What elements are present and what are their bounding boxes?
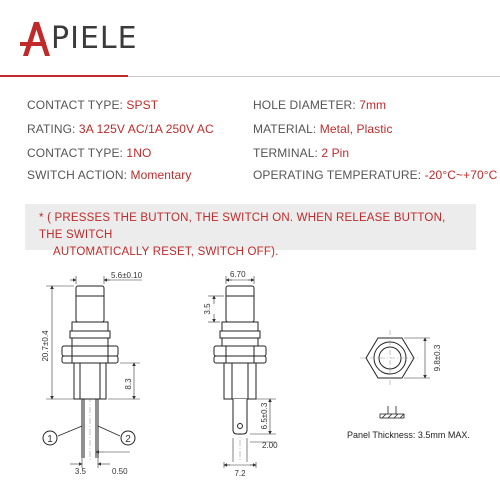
dim-foot: 2.00 <box>262 441 278 450</box>
brand-logo-mark-icon <box>20 22 50 56</box>
spec-item <box>253 98 386 112</box>
dim-terminal: 6.5±0.3 <box>260 402 269 430</box>
spec-item <box>27 98 158 112</box>
operation-note <box>25 204 476 258</box>
note-line: * ( PRESSES THE BUTTON, THE SWITCH ON. WHEN RELEASE BUTTON, THE SWITCH <box>39 212 446 241</box>
side-view <box>214 286 266 462</box>
dim-nut-size: 9.8±0.3 <box>433 344 442 372</box>
technical-drawing-svg <box>0 262 500 489</box>
header-rule-accent <box>0 75 128 77</box>
dim-pin-width: 0.50 <box>112 467 128 476</box>
dim-height: 20.7±0.4 <box>41 330 50 362</box>
pin2-label: 2 <box>125 434 131 445</box>
spec-label: CONTACT TYPE: <box>27 146 123 160</box>
spec-value: 2 Pin <box>321 146 350 160</box>
spec-value: 3A 125V AC/1A 250V AC <box>78 122 214 136</box>
nut-view <box>360 330 420 386</box>
technical-drawing <box>0 262 500 489</box>
spec-item <box>253 146 349 160</box>
spec-label: TERMINAL: <box>253 146 318 160</box>
dim-width: 7.2 <box>234 469 246 478</box>
spec-value: 1NO <box>126 146 152 160</box>
spec-value: SPST <box>126 98 159 112</box>
header <box>0 0 500 80</box>
spec-label: HOLE DIAMETER: <box>253 98 356 112</box>
spec-value: 7mm <box>359 98 387 112</box>
spec-value: -20°C~+70°C <box>424 168 498 182</box>
spec-value: Momentary <box>130 168 192 182</box>
note-line: AUTOMATICALLY RESET, SWITCH OFF). <box>53 246 279 258</box>
spec-label: RATING: <box>27 122 76 136</box>
pin1-label: 1 <box>47 434 53 445</box>
spec-item <box>253 122 393 136</box>
spec-value: Metal, Plastic <box>319 122 393 136</box>
dim-body: 8.3 <box>124 378 133 390</box>
spec-item <box>27 122 214 136</box>
dim-side-top-width: 6.70 <box>230 270 246 279</box>
brand-name: PIELE <box>51 21 138 56</box>
spec-label: MATERIAL: <box>253 122 317 136</box>
panel-thickness-icon <box>380 406 404 418</box>
spec-label: CONTACT TYPE: <box>27 98 123 112</box>
spec-item <box>27 146 151 160</box>
spec-item <box>27 168 191 182</box>
header-rule <box>128 76 500 77</box>
front-view <box>58 286 120 462</box>
dim-cap: 3.5 <box>203 303 212 315</box>
panel-thickness-note: Panel Thickness: 3.5mm MAX. <box>347 430 470 440</box>
dim-top-width: 5.6±0.10 <box>111 271 143 280</box>
brand-logo <box>20 22 138 56</box>
dim-pin-spacing: 3.5 <box>74 467 86 476</box>
spec-label: OPERATING TEMPERATURE: <box>253 168 422 182</box>
spec-label: SWITCH ACTION: <box>27 168 128 182</box>
spec-item <box>253 168 497 182</box>
